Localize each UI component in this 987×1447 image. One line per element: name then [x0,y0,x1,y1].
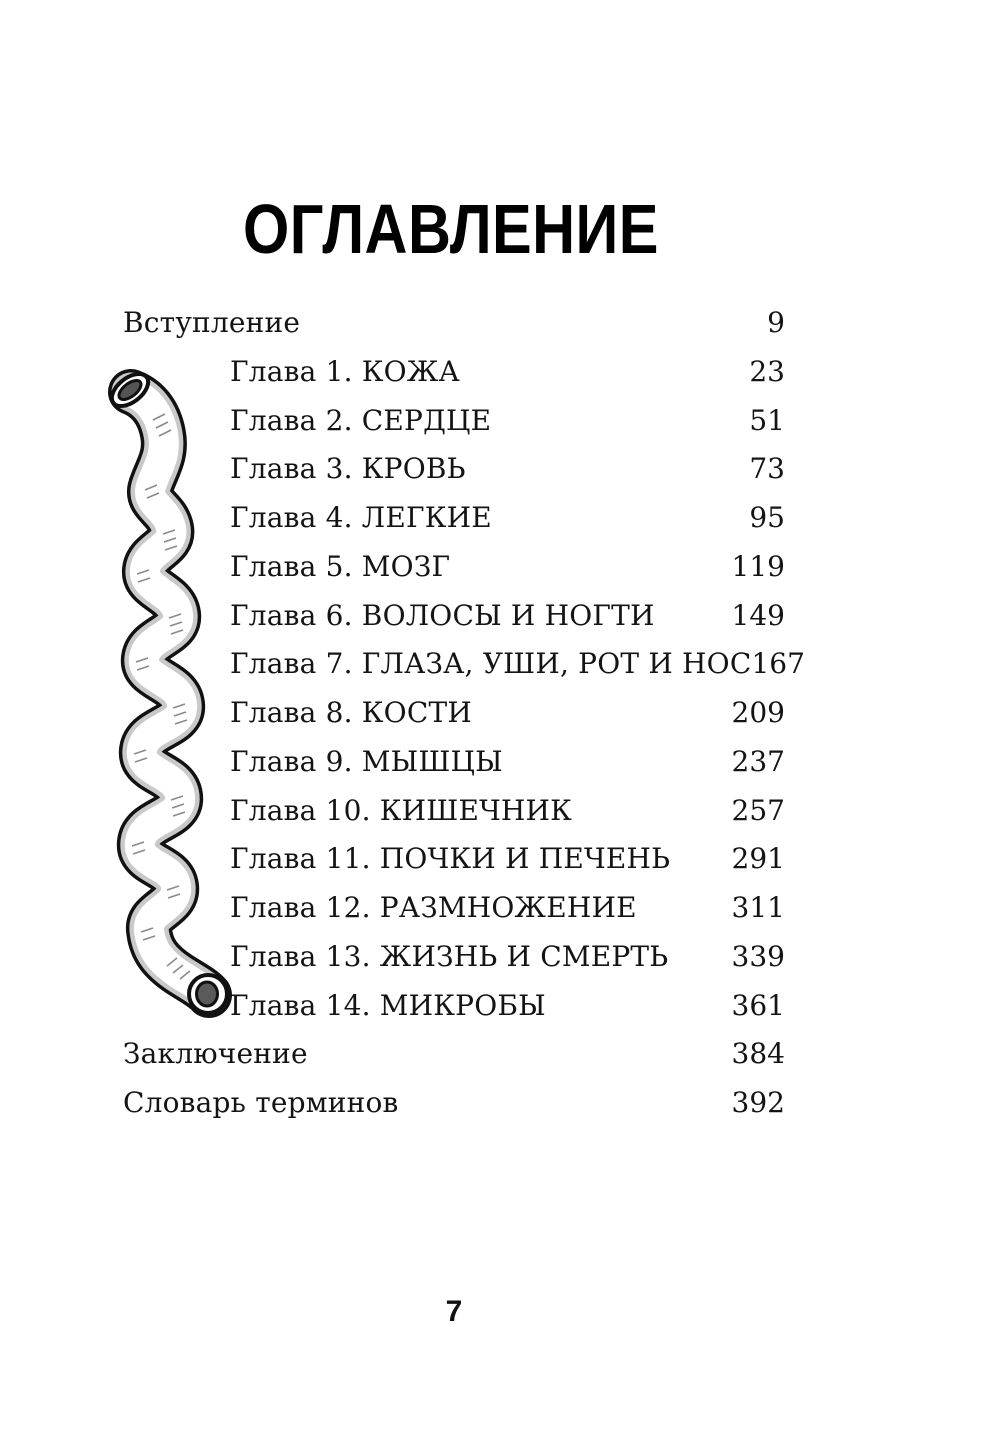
toc-entry [123,933,785,982]
page-title: ОГЛАВЛЕНИЕ [243,190,659,268]
toc-entry [123,494,785,543]
toc-entry-page-number: 9 [767,306,785,339]
toc-entry-label: Глава 11. ПОЧКИ И ПЕЧЕНЬ [230,842,671,876]
toc-entry-page-number: 23 [749,354,785,388]
toc-entry-page-number: 291 [731,842,785,876]
toc-entry-label: Глава 14. МИКРОБЫ [230,988,546,1022]
toc-entry [123,1030,785,1079]
toc-entry [123,299,785,348]
toc-entry-label: Глава 9. МЫШЦЫ [230,744,503,778]
toc-entry [123,640,805,689]
toc-entry [123,689,785,738]
toc-entry-page-number: 361 [731,988,785,1022]
toc-entry-label: Глава 8. КОСТИ [230,696,472,730]
toc-entry-page-number: 167 [751,647,805,681]
toc-entry [123,982,785,1031]
toc-entry [123,1079,785,1128]
toc-entry [123,592,785,641]
toc-entry-label: Глава 7. ГЛАЗА, УШИ, РОТ И НОС [230,647,752,681]
toc-entry-page-number: 311 [731,891,785,925]
toc-entry-page-number: 149 [731,598,785,632]
folio-page-number: 7 [445,1295,463,1328]
toc-entry-page-number: 339 [731,939,785,973]
toc-entry [123,787,785,836]
toc-entry-label: Глава 2. СЕРДЦЕ [230,403,492,437]
toc-entry-label: Словарь терминов [123,1086,399,1120]
toc-entry-label: Заключение [123,1037,308,1071]
toc-entry [123,884,785,933]
toc-entry-page-number: 209 [731,696,785,730]
toc-entry-page-number: 257 [731,793,785,827]
toc-entry-label: Глава 3. КРОВЬ [230,452,466,486]
toc-entry-page-number: 95 [749,501,785,535]
toc-entry-page-number: 237 [731,744,785,778]
toc-entry [123,397,785,446]
toc-entry-label: Глава 13. ЖИЗНЬ И СМЕРТЬ [230,939,669,973]
toc-entry-label: Вступление [123,306,301,339]
toc-entry-label: Глава 12. РАЗМНОЖЕНИЕ [230,891,637,925]
toc-entry [123,738,785,787]
toc-entry-page-number: 392 [731,1086,785,1120]
toc-entry-label: Глава 5. МОЗГ [230,549,451,583]
toc-entry [123,348,785,397]
toc-entry-page-number: 384 [731,1037,785,1071]
toc-entry [123,835,785,884]
table-of-contents [123,299,805,1128]
toc-entry-page-number: 119 [731,549,785,583]
toc-entry [123,543,785,592]
toc-entry-label: Глава 4. ЛЕГКИЕ [230,501,492,535]
toc-entry-page-number: 51 [749,403,785,437]
toc-entry-page-number: 73 [749,452,785,486]
toc-entry-label: Глава 10. КИШЕЧНИК [230,793,573,827]
toc-entry-label: Глава 6. ВОЛОСЫ И НОГТИ [230,598,655,632]
toc-entry-label: Глава 1. КОЖА [230,354,460,388]
toc-entry [123,445,785,494]
